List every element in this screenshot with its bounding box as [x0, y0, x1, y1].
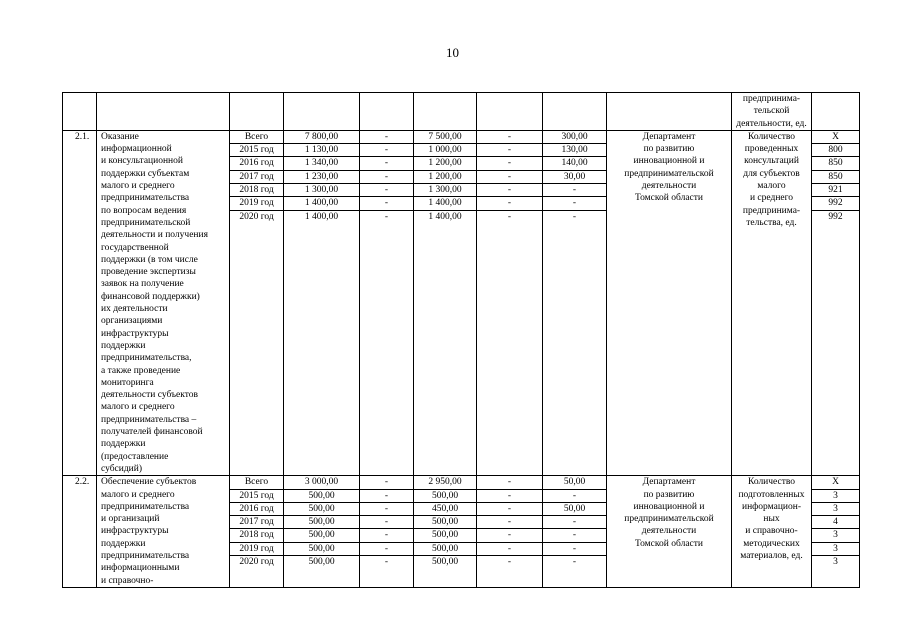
total-amount-cell: [284, 476, 360, 588]
regional-budget-value: 500,00: [414, 542, 476, 555]
total-amount-value: 7 800,00: [284, 131, 359, 144]
regional-budget-value: 500,00: [414, 489, 476, 502]
local-budget-value: -: [477, 529, 542, 542]
program-table: [62, 92, 860, 588]
federal-budget-value: -: [384, 211, 389, 222]
other-sources-value: 140,00: [543, 157, 606, 170]
period-value: 2017 год: [230, 170, 283, 183]
regional-budget-value: 450,00: [414, 502, 476, 515]
local-budget-value: -: [507, 556, 512, 567]
regional-budget-value: 1 000,00: [414, 144, 476, 157]
period-value: 2018 год: [230, 529, 283, 542]
period-cell: [230, 130, 284, 475]
period-value: 2016 год: [230, 157, 283, 170]
indicator-value-value: 3: [833, 556, 838, 567]
page-number: 10: [446, 45, 459, 60]
period-cell: [230, 476, 284, 588]
other-sources-value: -: [572, 556, 577, 567]
other-sources-value: 130,00: [543, 144, 606, 157]
indicator-value-value: X: [812, 131, 859, 144]
item-number: 2.1.: [63, 130, 97, 475]
regional-budget-value: 1 300,00: [414, 184, 476, 197]
regional-budget-value: 7 500,00: [414, 131, 476, 144]
indicator-value-value: 992: [828, 211, 843, 222]
period-value: 2020 год: [239, 556, 274, 567]
federal-budget-value: -: [360, 529, 413, 542]
local-budget-value: -: [477, 144, 542, 157]
executor: Департамент по развитию инновационной и предпринимательской деятельности Томской области: [607, 130, 732, 475]
period-value: 2017 год: [230, 516, 283, 529]
local-budget-value: -: [477, 184, 542, 197]
local-budget-value: -: [477, 170, 542, 183]
federal-budget-value: -: [360, 476, 413, 489]
federal-budget-cell: [360, 476, 414, 588]
regional-budget-value: 1 400,00: [414, 197, 476, 210]
total-amount-value: 500,00: [308, 556, 335, 567]
table-row: [63, 476, 860, 588]
other-sources-value: -: [543, 542, 606, 555]
regional-budget-value: 1 200,00: [414, 170, 476, 183]
other-sources-value: 30,00: [543, 170, 606, 183]
regional-budget-value: 500,00: [414, 516, 476, 529]
indicator-name: Количество подготовленных информацион- ных и справочно- методических материалов, ед.: [732, 476, 812, 588]
local-budget-value: -: [477, 542, 542, 555]
indicator-value-value: 992: [812, 197, 859, 210]
table-row: [63, 130, 860, 475]
other-sources-value: 300,00: [543, 131, 606, 144]
total-amount-value: 500,00: [284, 529, 359, 542]
federal-budget-value: -: [360, 144, 413, 157]
indicator-value-value: 3: [812, 542, 859, 555]
other-sources-value: -: [572, 211, 577, 222]
other-sources-value: 50,00: [543, 476, 606, 489]
federal-budget-value: -: [360, 157, 413, 170]
regional-budget-value: 2 950,00: [414, 476, 476, 489]
local-budget-value: -: [477, 516, 542, 529]
total-amount-value: 1 400,00: [304, 211, 339, 222]
total-amount-value: 1 230,00: [284, 170, 359, 183]
indicator-value-cell: [812, 476, 860, 588]
total-amount-value: 1 340,00: [284, 157, 359, 170]
regional-budget-value: 500,00: [431, 556, 459, 567]
local-budget-value: -: [477, 489, 542, 502]
period-value: 2016 год: [230, 502, 283, 515]
period-value: 2015 год: [230, 489, 283, 502]
other-sources-cell: [543, 476, 607, 588]
period-value: 2020 год: [239, 211, 274, 222]
indicator-tail: предпринима- тельской деятельности, ед.: [732, 93, 812, 131]
other-sources-cell: [543, 130, 607, 475]
total-amount-value: 1 400,00: [284, 197, 359, 210]
federal-budget-value: -: [384, 556, 389, 567]
indicator-value-value: 3: [812, 502, 859, 515]
local-budget-cell: [477, 130, 543, 475]
other-sources-value: -: [543, 489, 606, 502]
local-budget-cell: [477, 476, 543, 588]
local-budget-value: -: [477, 157, 542, 170]
total-amount-value: 1 130,00: [284, 144, 359, 157]
item-number: 2.2.: [63, 476, 97, 588]
federal-budget-value: -: [360, 502, 413, 515]
indicator-name: Количество проведенных консультаций для субъектов малого и среднего предпринима- тельства, ед.: [732, 130, 812, 475]
total-amount-value: 500,00: [284, 516, 359, 529]
federal-budget-value: -: [360, 489, 413, 502]
total-amount-value: 1 300,00: [284, 184, 359, 197]
period-value: 2015 год: [230, 144, 283, 157]
federal-budget-value: -: [360, 197, 413, 210]
continuation-row: [63, 93, 860, 131]
indicator-value-value: 921: [812, 184, 859, 197]
regional-budget-cell: [414, 476, 477, 588]
total-amount-value: 500,00: [284, 542, 359, 555]
period-value: Всего: [230, 476, 283, 489]
other-sources-value: -: [543, 529, 606, 542]
regional-budget-value: 1 200,00: [414, 157, 476, 170]
period-value: 2019 год: [230, 542, 283, 555]
federal-budget-value: -: [360, 516, 413, 529]
federal-budget-value: -: [360, 184, 413, 197]
federal-budget-cell: [360, 130, 414, 475]
local-budget-value: -: [477, 131, 542, 144]
indicator-value-cell: [812, 130, 860, 475]
federal-budget-value: -: [360, 542, 413, 555]
executor: Департамент по развитию инновационной и предпринимательской деятельности Томской области: [607, 476, 732, 588]
regional-budget-cell: [414, 130, 477, 475]
indicator-value-value: 3: [812, 529, 859, 542]
total-amount-value: 500,00: [284, 502, 359, 515]
period-value: Всего: [230, 131, 283, 144]
local-budget-value: -: [477, 197, 542, 210]
total-amount-value: 3 000,00: [284, 476, 359, 489]
indicator-value-value: 850: [812, 170, 859, 183]
other-sources-value: 50,00: [543, 502, 606, 515]
activity-name: Оказание информационной и консультационной поддержки субъектам малого и среднего предпринимательства по вопросам ведения предпринимательской деятельности и получения государственной поддержки (в том числе проведение экспертизы заявок на получение финансовой поддержки) их деятельности организациями инфраструктуры поддержки предпринимательства, а также проведение мониторинга деятельности субъектов малого и среднего предпринимательства – получателей финансовой поддержки (предоставление субсидий): [97, 130, 230, 475]
local-budget-value: -: [477, 502, 542, 515]
activity-name: Обеспечение субъектов малого и среднего предпринимательства и организаций инфраструктуры поддержки предпринимательства информационными и справочно-: [97, 476, 230, 588]
federal-budget-value: -: [360, 170, 413, 183]
other-sources-value: -: [543, 516, 606, 529]
indicator-value-value: 850: [812, 157, 859, 170]
indicator-value-value: 3: [812, 489, 859, 502]
indicator-value-value: 800: [812, 144, 859, 157]
local-budget-value: -: [477, 476, 542, 489]
period-value: 2018 год: [230, 184, 283, 197]
regional-budget-value: 500,00: [414, 529, 476, 542]
indicator-value-value: X: [812, 476, 859, 489]
indicator-value-value: 4: [812, 516, 859, 529]
regional-budget-value: 1 400,00: [428, 211, 462, 222]
period-value: 2019 год: [230, 197, 283, 210]
total-amount-value: 500,00: [284, 489, 359, 502]
local-budget-value: -: [507, 211, 512, 222]
other-sources-value: -: [543, 197, 606, 210]
total-amount-cell: [284, 130, 360, 475]
other-sources-value: -: [543, 184, 606, 197]
federal-budget-value: -: [360, 131, 413, 144]
